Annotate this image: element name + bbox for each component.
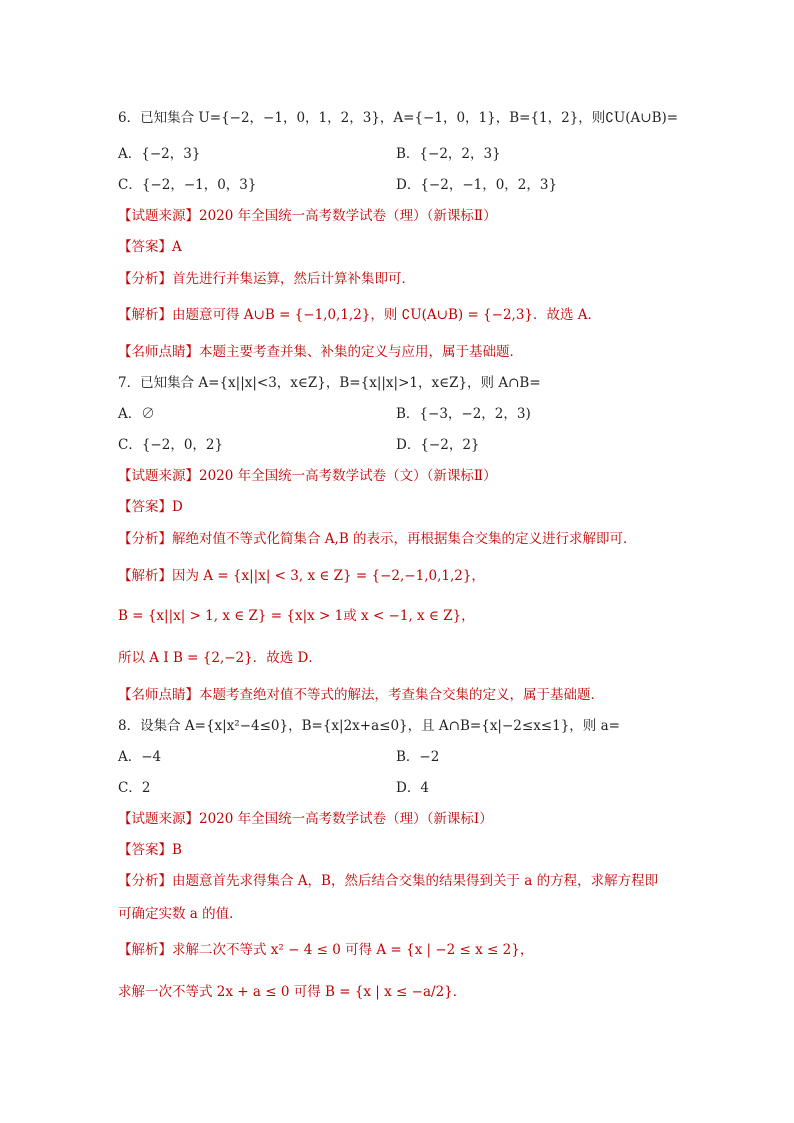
q6-option-b: B．{−2，2，3}: [396, 146, 501, 162]
solution-tag: 【解析】: [118, 568, 172, 584]
q8-option-d: D．4: [396, 780, 429, 796]
q8-solution-line-2: 求解一次不等式 2x + a ≤ 0 可得 B = {x | x ≤ −a/2}．: [118, 984, 467, 1000]
q7-solution: [118, 567, 485, 585]
answer-text: B: [172, 842, 182, 858]
comment-tag: 【名师点睛】: [118, 687, 199, 703]
source-tag: 【试题来源】: [118, 208, 199, 224]
analysis-tag: 【分析】: [118, 271, 172, 287]
analysis-text: 解绝对值不等式化简集合 A,B 的表示，再根据集合交集的定义进行求解即可．: [172, 531, 637, 547]
q6-option-c: C．{−2，−1，0，3}: [118, 177, 257, 193]
q7-option-b: B．{−3，−2，2，3): [396, 406, 531, 422]
q8-source: [118, 810, 493, 828]
analysis-text: 首先进行并集运算，然后计算补集即可．: [172, 271, 415, 287]
comment-text: 本题主要考查并集、补集的定义与应用，属于基础题．: [199, 344, 523, 360]
source-text: 2020 年全国统一高考数学试卷（理）（新课标Ⅱ）: [199, 208, 497, 224]
q8-analysis: [118, 872, 658, 890]
comment-tag: 【名师点睛】: [118, 344, 199, 360]
question-7-stem: 7．已知集合 A={x||x|<3，x∈Z}，B={x||x|>1，x∈Z}，则 A∩B=: [118, 375, 541, 391]
q8-analysis-line-2: 可确定实数 a 的值．: [118, 906, 243, 922]
q6-comment: [118, 343, 523, 361]
answer-text: D: [172, 499, 183, 515]
q6-option-d: D．{−2，−1，0，2，3}: [396, 177, 558, 193]
question-8-stem: 8．设集合 A={x|x²−4≤0}，B={x|2x+a≤0}，且 A∩B={x|−2≤x≤1}，则 a=: [118, 718, 620, 734]
q7-option-a: A．∅: [118, 406, 155, 422]
q7-answer: [118, 498, 183, 516]
q6-solution: [118, 306, 601, 324]
q7-option-c: C．{−2，0，2}: [118, 437, 224, 453]
q7-comment: [118, 686, 604, 704]
answer-tag: 【答案】: [118, 842, 172, 858]
q8-answer: [118, 841, 182, 859]
q6-answer: [118, 238, 182, 256]
comment-text: 本题考查绝对值不等式的解法，考查集合交集的定义，属于基础题．: [199, 687, 604, 703]
q6-source: [118, 207, 497, 225]
q8-option-c: C．2: [118, 780, 151, 796]
q8-solution: [118, 941, 533, 959]
solution-text: 由题意可得 A∪B = {−1,0,1,2}，则 ∁U(A∪B) = {−2,3}．故选 A．: [172, 307, 602, 323]
answer-tag: 【答案】: [118, 239, 172, 255]
q8-option-b: B．−2: [396, 749, 440, 765]
analysis-tag: 【分析】: [118, 531, 172, 547]
q7-solution-line-3: 所以 A I B = {2,−2}．故选 D．: [118, 650, 322, 666]
answer-tag: 【答案】: [118, 499, 172, 515]
solution-tag: 【解析】: [118, 307, 172, 323]
q7-option-d: D．{−2，2}: [396, 437, 480, 453]
solution-text: 求解二次不等式 x² − 4 ≤ 0 可得 A = {x | −2 ≤ x ≤ 2}，: [172, 942, 534, 958]
source-text: 2020 年全国统一高考数学试卷（理）（新课标Ⅰ）: [199, 811, 493, 827]
source-text: 2020 年全国统一高考数学试卷（文）（新课标Ⅱ）: [199, 468, 497, 484]
q6-option-a: A．{−2，3}: [118, 146, 201, 162]
answer-text: A: [172, 239, 182, 255]
solution-text: 因为 A = {x||x| < 3, x ∈ Z} = {−2,−1,0,1,2}，: [172, 568, 485, 584]
q7-solution-line-2: B = {x||x| > 1, x ∈ Z} = {x|x > 1或 x < −1, x ∈ Z}，: [118, 608, 475, 624]
solution-tag: 【解析】: [118, 942, 172, 958]
analysis-text: 由题意首先求得集合 A，B，然后结合交集的结果得到关于 a 的方程，求解方程即: [172, 873, 659, 889]
q8-option-a: A．−4: [118, 749, 162, 765]
source-tag: 【试题来源】: [118, 468, 199, 484]
question-6-stem: 6．已知集合 U={−2，−1，0，1，2，3}，A={−1，0，1}，B={1，2}，则∁U(A∪B)=: [118, 110, 679, 126]
source-tag: 【试题来源】: [118, 811, 199, 827]
analysis-tag: 【分析】: [118, 873, 172, 889]
q7-source: [118, 467, 497, 485]
q7-analysis: [118, 530, 637, 548]
q6-analysis: [118, 270, 415, 288]
